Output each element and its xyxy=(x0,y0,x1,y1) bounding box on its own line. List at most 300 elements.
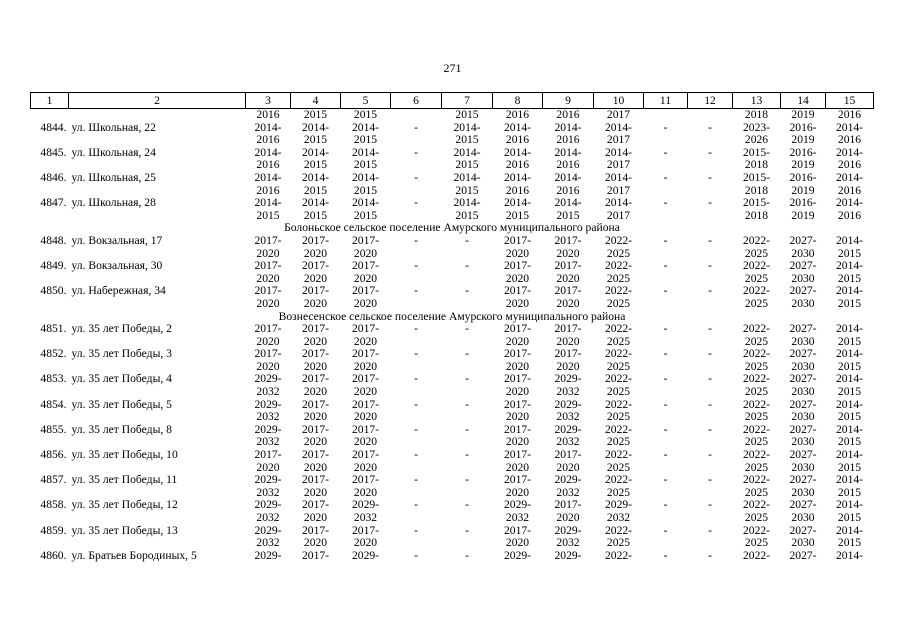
year-value: 2022- xyxy=(742,322,771,336)
year-value: 2029- xyxy=(503,498,532,512)
year-cell xyxy=(781,197,826,222)
year-cell xyxy=(391,235,442,260)
row-number: 4852. xyxy=(40,347,67,361)
year-cell xyxy=(493,373,543,398)
year-value: 2030 xyxy=(791,485,815,499)
year-cell xyxy=(594,122,644,147)
year-value: 2019 xyxy=(791,183,815,197)
year-cell xyxy=(442,373,493,398)
year-value: 2029- xyxy=(554,548,582,562)
year-value: 2017- xyxy=(351,448,380,462)
year-cell xyxy=(688,525,733,550)
year-value: 2014- xyxy=(254,145,282,159)
year-value: 2020 xyxy=(505,359,530,373)
year-cell xyxy=(291,172,341,197)
year-value: 2029- xyxy=(503,548,532,562)
year-cell xyxy=(543,348,594,373)
year-value: 2015 xyxy=(303,208,328,222)
year-value: 2017 xyxy=(606,133,631,147)
year-cell xyxy=(826,235,874,260)
year-cell xyxy=(341,474,391,499)
year-cell xyxy=(644,424,688,449)
row-number: 4851. xyxy=(40,322,67,336)
year-cell xyxy=(826,474,874,499)
year-value: 2017- xyxy=(351,233,380,247)
year-value: 2025 xyxy=(606,410,631,424)
row-number: 4853. xyxy=(40,372,67,386)
year-cell xyxy=(594,373,644,398)
year-value: 2015 xyxy=(353,108,378,121)
year-cell xyxy=(391,449,442,474)
year-value: 2032 xyxy=(256,511,280,524)
year-value: 2030 xyxy=(791,246,815,260)
year-value xyxy=(688,109,733,122)
year-cell xyxy=(688,449,733,474)
year-cell xyxy=(291,474,341,499)
year-value: - xyxy=(414,196,418,210)
year-cell xyxy=(341,260,391,285)
year-value: 2014- xyxy=(604,170,633,184)
year-value: 2017- xyxy=(301,322,330,336)
row-number: 4858. xyxy=(40,498,67,512)
year-value: 2014- xyxy=(453,120,481,134)
year-value: - xyxy=(414,284,418,298)
year-cell xyxy=(543,109,594,122)
year-value: 2017- xyxy=(351,347,380,361)
year-value: 2022- xyxy=(742,397,771,411)
year-cell xyxy=(391,525,442,550)
year-value: 2015- xyxy=(742,145,771,159)
year-value: 2015 xyxy=(256,208,280,222)
year-cell xyxy=(826,109,874,122)
year-cell xyxy=(826,449,874,474)
year-value: 2022- xyxy=(604,422,633,436)
year-cell xyxy=(246,424,291,449)
year-value: 2029- xyxy=(254,372,282,386)
year-cell xyxy=(781,122,826,147)
year-value: 2029- xyxy=(554,523,582,537)
year-cell xyxy=(442,399,493,424)
column-header: 8 xyxy=(493,93,543,109)
table-row xyxy=(31,323,874,348)
year-cell xyxy=(391,109,442,122)
year-value: 2014- xyxy=(835,397,864,411)
year-value: 2016 xyxy=(556,133,580,147)
column-header: 10 xyxy=(594,93,644,109)
year-value: 2017- xyxy=(351,372,380,386)
year-value: 2017- xyxy=(554,347,582,361)
year-cell xyxy=(688,424,733,449)
year-value: 2029- xyxy=(254,397,282,411)
row-number: 4846. xyxy=(40,170,67,184)
year-value: 2020 xyxy=(303,435,328,449)
year-cell xyxy=(543,474,594,499)
year-cell xyxy=(543,122,594,147)
year-value: 2025 xyxy=(606,296,631,310)
year-value: 2022- xyxy=(604,347,633,361)
year-value: 2025 xyxy=(744,385,769,399)
year-value: 2022- xyxy=(742,548,771,562)
year-value: - xyxy=(708,284,712,298)
year-value: 2017- xyxy=(351,397,380,411)
year-value: 2017- xyxy=(503,473,532,487)
year-cell xyxy=(442,122,493,147)
year-value: 2017- xyxy=(351,473,380,487)
year-value: 2026 xyxy=(744,133,769,147)
year-cell xyxy=(644,525,688,550)
year-value: 2015 xyxy=(837,359,862,373)
data-table xyxy=(30,92,874,562)
year-value: 2014- xyxy=(351,170,380,184)
year-cell xyxy=(733,260,781,285)
row-number: 4844. xyxy=(40,120,67,134)
year-value: 2025 xyxy=(744,334,769,348)
year-cell xyxy=(246,109,291,122)
year-value: 2014- xyxy=(351,120,380,134)
year-value: 2020 xyxy=(303,334,328,348)
address-cell xyxy=(69,109,246,122)
year-value: 2015- xyxy=(742,196,771,210)
address-cell: ул. 35 лет Победы, 5 xyxy=(71,397,172,411)
address-cell: ул. 35 лет Победы, 2 xyxy=(71,322,172,336)
year-cell xyxy=(493,197,543,222)
year-value: 2027- xyxy=(789,422,817,436)
year-value: 2030 xyxy=(791,536,815,550)
year-cell xyxy=(688,172,733,197)
column-header: 9 xyxy=(543,93,594,109)
year-value: 2030 xyxy=(791,334,815,348)
address-cell: ул. 35 лет Победы, 12 xyxy=(71,498,178,512)
year-cell xyxy=(493,424,543,449)
table-row xyxy=(31,147,874,172)
year-value: 2016 xyxy=(556,183,580,197)
year-value: 2029- xyxy=(604,498,633,512)
year-value: 2014- xyxy=(503,196,532,210)
year-cell xyxy=(594,323,644,348)
year-value: 2017- xyxy=(254,347,282,361)
year-value: 2022- xyxy=(742,233,771,247)
year-cell xyxy=(246,147,291,172)
column-header: 15 xyxy=(826,93,874,109)
year-value: - xyxy=(414,170,418,184)
year-value: 2020 xyxy=(256,460,280,474)
row-number: 4855. xyxy=(40,422,67,436)
year-cell xyxy=(291,525,341,550)
year-value: 2018 xyxy=(744,208,769,222)
year-value: 2029- xyxy=(254,473,282,487)
year-value: 2030 xyxy=(791,511,815,524)
year-value: - xyxy=(663,170,668,184)
year-value: 2020 xyxy=(353,359,378,373)
year-value: 2018 xyxy=(744,108,769,121)
column-header: 7 xyxy=(442,93,493,109)
year-cell xyxy=(644,474,688,499)
year-cell xyxy=(826,285,874,310)
year-value: 2027- xyxy=(789,233,817,247)
year-value: 2020 xyxy=(505,271,530,285)
year-value: - xyxy=(663,284,668,298)
year-cell xyxy=(733,550,781,563)
year-cell xyxy=(781,235,826,260)
year-value: 2017- xyxy=(301,259,330,273)
year-value: - xyxy=(708,196,712,210)
year-cell xyxy=(391,424,442,449)
year-value: 2014- xyxy=(835,170,864,184)
year-value: 2014- xyxy=(503,170,532,184)
year-cell xyxy=(246,449,291,474)
year-value: 2017- xyxy=(503,347,532,361)
section-heading: Вознесенское сельское поселение Амурского муниципального района xyxy=(278,309,626,323)
year-cell xyxy=(826,373,874,398)
year-value: 2025 xyxy=(606,334,631,348)
year-value: - xyxy=(708,548,712,562)
year-value: 2025 xyxy=(606,246,631,260)
year-cell xyxy=(442,348,493,373)
year-value: 2020 xyxy=(353,334,378,348)
column-header: 4 xyxy=(291,93,341,109)
address-cell: ул. Вокзальная, 17 xyxy=(71,233,163,247)
column-header: 3 xyxy=(246,93,291,109)
year-cell xyxy=(291,147,341,172)
year-cell xyxy=(442,260,493,285)
table-row xyxy=(31,348,874,373)
row-number: 4860. xyxy=(40,548,67,562)
year-value: - xyxy=(663,473,668,487)
year-value: - xyxy=(663,523,668,537)
year-value: 2016 xyxy=(556,108,580,121)
year-value: 2014- xyxy=(301,170,330,184)
year-value: 2020 xyxy=(303,359,328,373)
year-value: 2025 xyxy=(606,359,631,373)
row-number: 4859. xyxy=(40,523,67,537)
year-cell xyxy=(644,348,688,373)
year-cell xyxy=(688,285,733,310)
year-cell xyxy=(644,373,688,398)
year-cell xyxy=(246,172,291,197)
year-value: 2025 xyxy=(606,271,631,285)
year-value: 2027- xyxy=(789,548,817,562)
year-value: - xyxy=(465,523,469,537)
year-cell xyxy=(826,147,874,172)
year-value: - xyxy=(663,422,668,436)
year-cell xyxy=(733,373,781,398)
year-value: 2032 xyxy=(556,536,580,550)
year-cell xyxy=(391,399,442,424)
year-value: 2015 xyxy=(837,485,862,499)
year-value: - xyxy=(708,259,712,273)
year-cell xyxy=(594,172,644,197)
year-cell xyxy=(493,499,543,524)
year-cell xyxy=(493,172,543,197)
year-value: 2020 xyxy=(505,296,530,310)
year-cell xyxy=(688,147,733,172)
year-value: 2015 xyxy=(353,133,378,147)
year-value: 2017- xyxy=(254,233,282,247)
year-value: 2019 xyxy=(791,208,815,222)
year-value: 2025 xyxy=(744,511,769,524)
year-cell xyxy=(442,525,493,550)
table-row xyxy=(31,449,874,474)
year-cell xyxy=(543,147,594,172)
year-value: 2015 xyxy=(455,158,479,172)
year-cell xyxy=(733,424,781,449)
year-value: - xyxy=(708,145,712,159)
year-value: - xyxy=(708,322,712,336)
year-value: 2022- xyxy=(742,523,771,537)
year-value: 2014- xyxy=(835,523,864,537)
year-cell xyxy=(644,235,688,260)
year-cell xyxy=(688,399,733,424)
column-header: 2 xyxy=(69,93,246,109)
year-value: - xyxy=(465,448,469,462)
year-value: 2032 xyxy=(256,536,280,550)
year-cell xyxy=(493,122,543,147)
year-value: 2020 xyxy=(556,359,580,373)
year-value: 2014- xyxy=(453,145,481,159)
year-cell xyxy=(826,260,874,285)
year-value: 2014- xyxy=(351,145,380,159)
year-value: - xyxy=(414,448,418,462)
year-value: 2030 xyxy=(791,385,815,399)
year-cell xyxy=(543,499,594,524)
year-value: 2014- xyxy=(835,548,864,562)
year-cell xyxy=(493,348,543,373)
year-cell xyxy=(246,122,291,147)
year-value: 2014- xyxy=(835,233,864,247)
year-value: 2020 xyxy=(556,460,580,474)
year-cell xyxy=(688,235,733,260)
table-row xyxy=(31,109,874,122)
year-cell xyxy=(781,525,826,550)
year-cell xyxy=(594,525,644,550)
year-cell xyxy=(543,449,594,474)
year-cell xyxy=(391,474,442,499)
year-value: - xyxy=(465,259,469,273)
year-value: 2015 xyxy=(353,208,378,222)
year-value: 2017- xyxy=(554,498,582,512)
year-value: 2029- xyxy=(254,548,282,562)
year-value: 2020 xyxy=(256,271,280,285)
year-value: 2017- xyxy=(301,397,330,411)
year-value: 2014- xyxy=(835,145,864,159)
year-cell xyxy=(493,323,543,348)
year-value: 2029- xyxy=(254,422,282,436)
year-value: 2014- xyxy=(554,196,582,210)
table-row xyxy=(31,172,874,197)
year-value: - xyxy=(414,233,418,247)
year-cell xyxy=(543,260,594,285)
year-value: 2016 xyxy=(256,133,280,147)
year-cell xyxy=(341,172,391,197)
year-cell xyxy=(781,285,826,310)
header-row xyxy=(31,93,874,109)
year-cell xyxy=(442,474,493,499)
year-value: 2027- xyxy=(789,347,817,361)
year-value: 2016 xyxy=(505,108,530,121)
year-cell xyxy=(733,323,781,348)
column-header: 5 xyxy=(341,93,391,109)
year-value: 2020 xyxy=(256,246,280,260)
year-cell xyxy=(291,197,341,222)
year-value: - xyxy=(708,448,712,462)
year-value: 2017- xyxy=(503,448,532,462)
year-value: 2014- xyxy=(835,498,864,512)
year-cell xyxy=(733,197,781,222)
year-cell xyxy=(246,525,291,550)
year-value: 2025 xyxy=(744,359,769,373)
row-number: 4857. xyxy=(40,473,67,487)
year-value: 2022- xyxy=(742,448,771,462)
year-value: 2020 xyxy=(353,385,378,399)
year-value: - xyxy=(663,196,668,210)
year-value: 2017- xyxy=(301,284,330,298)
table-body xyxy=(31,109,874,563)
year-cell xyxy=(733,525,781,550)
year-value: 2017- xyxy=(554,259,582,273)
year-value: 2015 xyxy=(303,158,328,172)
year-cell xyxy=(341,323,391,348)
year-value: - xyxy=(663,397,668,411)
year-value: 2015 xyxy=(303,183,328,197)
row-number: 4854. xyxy=(40,397,67,411)
year-value: 2016 xyxy=(837,183,862,197)
year-value: 2015 xyxy=(837,435,862,449)
year-value: 2020 xyxy=(556,511,580,524)
year-value: 2032 xyxy=(556,410,580,424)
year-value: 2020 xyxy=(303,410,328,424)
year-cell xyxy=(341,109,391,122)
year-value: 2014- xyxy=(835,473,864,487)
year-value: 2016 xyxy=(256,108,280,121)
year-cell xyxy=(644,550,688,563)
year-value: 2020 xyxy=(303,511,328,524)
row-number: 4845. xyxy=(40,145,67,159)
year-value: 2032 xyxy=(505,511,530,524)
year-cell xyxy=(644,147,688,172)
year-value: 2014- xyxy=(604,196,633,210)
year-cell xyxy=(733,147,781,172)
year-value: 2020 xyxy=(353,485,378,499)
year-cell xyxy=(246,285,291,310)
year-value: 2016 xyxy=(837,108,862,121)
year-value: 2017- xyxy=(351,523,380,537)
year-value: - xyxy=(465,322,469,336)
year-value: 2016- xyxy=(789,120,817,134)
year-cell xyxy=(391,285,442,310)
year-cell xyxy=(543,197,594,222)
year-cell xyxy=(391,373,442,398)
year-cell xyxy=(246,550,291,563)
column-header: 6 xyxy=(391,93,442,109)
year-cell xyxy=(781,323,826,348)
year-cell xyxy=(291,109,341,122)
year-cell xyxy=(291,449,341,474)
year-cell xyxy=(442,323,493,348)
year-value: 2016 xyxy=(256,158,280,172)
year-cell xyxy=(493,399,543,424)
year-value: 2014- xyxy=(503,145,532,159)
year-value: 2020 xyxy=(353,536,378,550)
address-cell: ул. Братьев Бородиных, 5 xyxy=(71,548,197,562)
year-value: 2022- xyxy=(604,284,633,298)
year-value: 2014- xyxy=(835,322,864,336)
table-row xyxy=(31,550,874,563)
year-value: 2017 xyxy=(606,183,631,197)
year-value: 2027- xyxy=(789,473,817,487)
year-value: 2016- xyxy=(789,170,817,184)
year-cell xyxy=(341,122,391,147)
year-value: - xyxy=(414,548,418,562)
